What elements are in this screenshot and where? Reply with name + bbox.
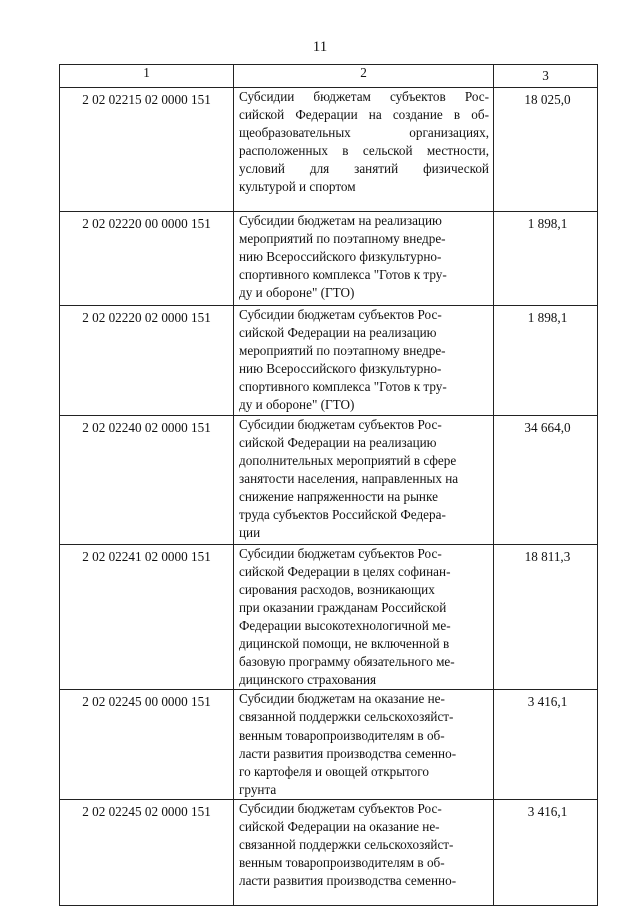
item-description bbox=[234, 306, 494, 416]
description-line: культурой и спортом bbox=[239, 179, 356, 195]
table-row bbox=[60, 306, 598, 416]
budget-code: 2 02 02215 02 0000 151 bbox=[60, 88, 234, 212]
description-line: грунта bbox=[239, 781, 277, 797]
table-row bbox=[60, 415, 598, 544]
amount: 18 811,3 bbox=[494, 544, 598, 690]
description-line: мероприятий по поэтапному внедре- bbox=[239, 343, 446, 359]
table-row bbox=[60, 799, 598, 905]
table-row bbox=[60, 690, 598, 800]
description-line: Субсидии бюджетам субъектов Рос- bbox=[239, 307, 442, 322]
table-row bbox=[60, 88, 598, 212]
description-line: Субсидии бюджетам на оказание не- bbox=[239, 691, 445, 707]
budget-code: 2 02 02245 02 0000 151 bbox=[60, 799, 234, 905]
description-line: сийской Федерации на оказание не- bbox=[239, 818, 440, 834]
item-description bbox=[234, 799, 494, 905]
description-line: Субсидии бюджетам субъектов Рос- bbox=[239, 545, 442, 561]
description-line: го картофеля и овощей открытого bbox=[239, 763, 429, 779]
description-line: сийской Федерации на реализацию bbox=[239, 434, 437, 450]
description-line: сирования расходов, возникающих bbox=[239, 581, 435, 597]
page-number: 11 bbox=[312, 39, 328, 55]
description-line: Субсидии бюджетам на реализацию bbox=[239, 213, 442, 228]
description-line: сийской Федерации на создание в об- bbox=[239, 107, 489, 123]
table-row bbox=[60, 212, 598, 306]
column-header-2: 2 bbox=[234, 65, 494, 88]
description-line: снижение напряженности на рынке bbox=[239, 488, 438, 504]
amount: 34 664,0 bbox=[494, 415, 598, 544]
description-line: связанной поддержки сельскохозяйст- bbox=[239, 709, 454, 725]
amount: 1 898,1 bbox=[494, 212, 598, 306]
description-line: труда субъектов Российской Федера- bbox=[239, 507, 446, 523]
description-line: занятости населения, направленных на bbox=[239, 470, 459, 486]
budget-code: 2 02 02241 02 0000 151 bbox=[60, 544, 234, 690]
description-line: щеобразовательных организациях, bbox=[239, 125, 489, 141]
description-line: базовую программу обязательного ме- bbox=[239, 654, 455, 670]
description-line: венным товаропроизводителям в об- bbox=[239, 727, 445, 743]
amount: 3 416,1 bbox=[494, 799, 598, 905]
description-line: сийской Федерации на реализацию bbox=[239, 325, 437, 341]
description-line: Федерации высокотехнологичной ме- bbox=[239, 617, 451, 633]
description-line: ласти развития производства семенно- bbox=[239, 873, 457, 889]
description-line: расположенных в сельской местности, bbox=[239, 143, 489, 159]
budget-code: 2 02 02240 02 0000 151 bbox=[60, 415, 234, 544]
amount: 3 416,1 bbox=[494, 690, 598, 800]
item-description bbox=[234, 544, 494, 690]
description-line: спортивного комплекса "Готов к тру- bbox=[239, 379, 447, 395]
description-line: при оказании гражданам Российской bbox=[239, 599, 447, 615]
description-line: спортивного комплекса "Готов к тру- bbox=[239, 267, 447, 283]
budget-code: 2 02 02245 00 0000 151 bbox=[60, 690, 234, 800]
description-line: Субсидии бюджетам субъектов Рос- bbox=[239, 89, 489, 104]
budget-code: 2 02 02220 02 0000 151 bbox=[60, 306, 234, 416]
amount: 1 898,1 bbox=[494, 306, 598, 416]
column-header-1: 1 bbox=[60, 65, 234, 88]
item-description bbox=[234, 212, 494, 306]
description-line: ции bbox=[239, 525, 261, 541]
amount: 18 025,0 bbox=[494, 88, 598, 212]
table-row bbox=[60, 544, 598, 690]
item-description bbox=[234, 88, 494, 212]
description-line: ду и обороне" (ГТО) bbox=[239, 285, 355, 301]
description-line: сийской Федерации в целях софинан- bbox=[239, 563, 451, 579]
description-line: ду и обороне" (ГТО) bbox=[239, 397, 355, 413]
description-line: венным товаропроизводителям в об- bbox=[239, 855, 445, 871]
table-header-row bbox=[60, 65, 598, 88]
item-description bbox=[234, 415, 494, 544]
column-header-3: 3 bbox=[494, 65, 598, 88]
budget-code: 2 02 02220 00 0000 151 bbox=[60, 212, 234, 306]
description-line: нию Всероссийского физкультурно- bbox=[239, 249, 442, 265]
description-line: дополнительных мероприятий в сфере bbox=[239, 452, 457, 468]
budget-table bbox=[59, 64, 598, 906]
item-description bbox=[234, 690, 494, 800]
description-line: мероприятий по поэтапному внедре- bbox=[239, 231, 446, 247]
description-line: дицинского страхования bbox=[239, 672, 377, 688]
description-line: Субсидии бюджетам субъектов Рос- bbox=[239, 800, 442, 816]
description-line: ласти развития производства семенно- bbox=[239, 745, 457, 761]
description-line: связанной поддержки сельскохозяйст- bbox=[239, 837, 454, 853]
description-line: нию Всероссийского физкультурно- bbox=[239, 361, 442, 377]
description-line: Субсидии бюджетам субъектов Рос- bbox=[239, 416, 442, 432]
description-line: условий для занятий физической bbox=[239, 161, 489, 177]
description-line: дицинской помощи, не включенной в bbox=[239, 636, 450, 652]
